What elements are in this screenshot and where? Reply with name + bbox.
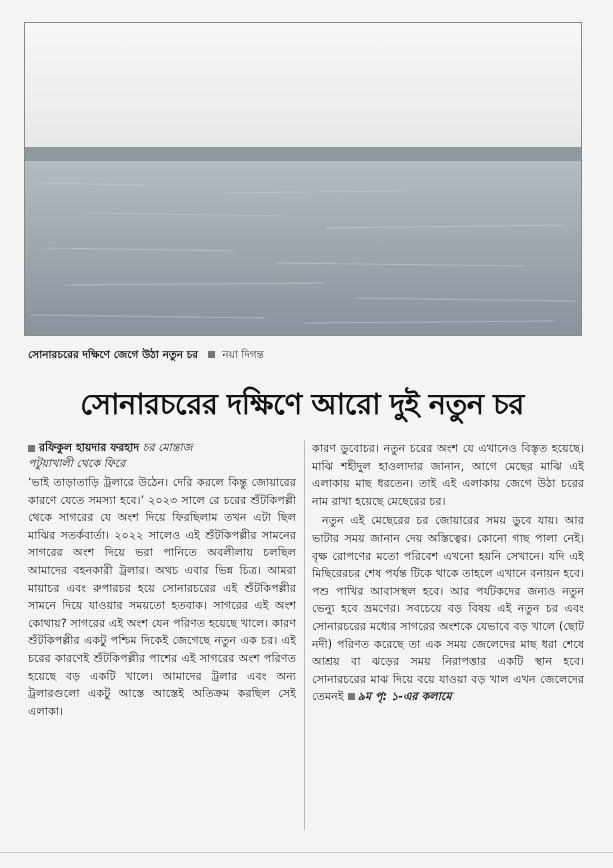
paragraph: ‘ভাই তাড়াতাড়ি ট্রলারে উঠেন। দেরি করলে কিন্তু জোয়ারের কারণে যেতে সমস্যা হবে।’ ২০২৩ সালে রে চরের শুঁটকিপল্লী থেকে সাগরের যে অংশ দিয়ে ফিরছিলাম তখন এটা ছিল মাঝির সতর্কবার্তা। ২০২২ সালেও এই শুঁটকিপল্লীর সামনের সাগরের অংশ দিয়ে ভরা পানিতে অবলীলায় চলছিল আমাদের বহনকারী ট্রলার। অথচ এবার ভিন্ন চিত্র। আমরা মায়াচর এবং রুপারচর হয়ে সোনারচরের এই শুঁটকিপল্লীর সামনে দিয়ে যাওয়ার সময়তো হতবাক। সাগরের এই অংশ কোথায়? সাগরের এই অংশ যেন পরিণত হয়েছে খালে। কারণ শুঁটকিপল্লীর একটু পশ্চিম দিকেই জেগেছে নতুন এক চর। এই চরের কারণেই শুঁটকিপল্লীর পাশের এই সাগরের অংশ পরিণত হয়েছে বড় একটি খালে। আমাদের ট্রলার এবং অন্য ট্রলারগুলো একটু আস্তে আস্তেই অতিক্রম করছিল সেই এলাকা। <box>28 476 296 718</box>
photo-caption <box>28 348 580 365</box>
article-column-right <box>312 440 584 706</box>
paragraph-text: নতুন এই মেছেরের চর জোয়ারের সময় ডুবে যায়। আর ভাটার সময় জানান দেয় অস্তিত্বের। কোনো গাছ পালা নেই। বৃক্ষ রোপণের মতো পরিবেশ এখনো হয়নি সেখানে। যদি এই মিছিরেরচর শেষ পর্যন্ত টিকে থাকে তাহলে এখানে বনায়ন হবে। পশু পাখির আবাসস্থল হবে। আর পর্যটকদের জন্যও নতুন ভেন্যু হবে ভ্রমণের। সবচেয়ে বড় বিষয় এই নতুন চর এবং সোনারচরের মধ্যের সাগরের অংশকে যেভাবে বড় খালে (ছোট নদী) পরিণত করেছে তা এক সময় জেলেদের মাছ ধরা শেষে আশ্রয় বা ঝড়ের সময় নিরাপত্তার একটি স্থান হবে। সোনারচরের মাঝ দিয়ে বয়ে যাওয়া বড় খাল এখন জেলেদের তেমনই <box>312 514 584 704</box>
bottom-rule <box>0 852 613 853</box>
continued-notice <box>344 690 452 703</box>
author-name: রফিকুল হায়দার ফরহাদ <box>39 441 140 454</box>
caption-source: নয়া দিগন্ত <box>222 349 264 361</box>
sea-horizon-photo <box>25 23 581 335</box>
article-column-left <box>28 440 296 720</box>
headline: সোনারচরের দক্ষিণে আরো দুই নতুন চর <box>80 387 524 421</box>
sky <box>25 23 581 151</box>
continued-text: ৯ম পৃ: ১-এর কলামে <box>357 690 452 704</box>
sandbar <box>25 147 581 163</box>
water <box>25 161 581 335</box>
author-designation: চর মোন্তাজ <box>142 441 193 454</box>
square-bullet-icon <box>28 445 35 452</box>
caption-text: সোনারচরের দক্ষিণে জেগে উঠা নতুন চর <box>28 349 199 361</box>
paragraph <box>312 512 584 706</box>
paragraph: কারণ ডুবোচর। নতুন চরের অংশ যে এখানেও বিস্তৃত হয়েছে। মাঝি শহীদুল হাওলাদার জানান, আগে মেছের মাঝি এই এলাকায় মাছ ধরতেন। তাই এই এলাকায় জেগে উঠা চরের নাম রাখা হয়েছে মেছেরের চর। <box>312 442 584 508</box>
column-divider <box>304 440 305 830</box>
byline <box>28 440 296 472</box>
news-photo <box>24 22 582 336</box>
square-bullet-icon <box>348 693 355 700</box>
square-bullet-icon <box>208 351 215 358</box>
author-location: পটুয়াখালী থেকে ফিরে <box>28 457 126 470</box>
